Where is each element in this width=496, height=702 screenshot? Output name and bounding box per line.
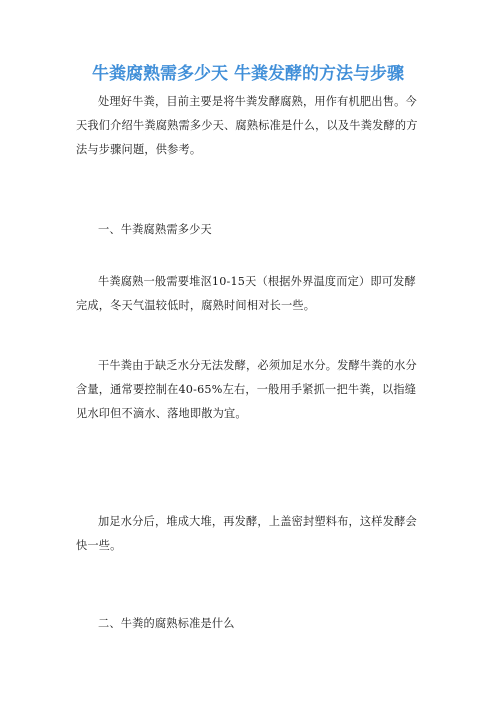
document-title: 牛粪腐熟需多少天 牛粪发酵的方法与步骤: [92, 64, 404, 84]
intro-paragraph: 处理好牛粪，目前主要是将牛粪发酵腐熟，用作有机肥出售。今天我们介绍牛粪腐熟需多少天、腐熟标准是什么，以及牛粪发酵的方法与步骤问题，供参考。: [76, 95, 418, 156]
section1-paragraph-3: 加足水分后，堆成大堆，再发酵，上盖密封塑料布，这样发酵会快一些。: [76, 515, 417, 552]
section1-paragraph-1: 牛粪腐熟一般需要堆沤10-15天（根据外界温度而定）即可发酵完成，冬天气温较低时，腐熟时间相对长一些。: [76, 275, 416, 312]
section-heading-2: 二、牛粪的腐熟标准是什么: [98, 617, 235, 630]
section-heading-1: 一、牛粪腐熟需多少天: [98, 223, 212, 236]
section1-paragraph-2: 干牛粪由于缺乏水分无法发酵，必须加足水分。发酵牛粪的水分含量，通常要控制在40-65%左右，一般用手紧抓一把牛粪，以指缝见水印但不滴水、落地即散为宜。: [76, 359, 417, 420]
